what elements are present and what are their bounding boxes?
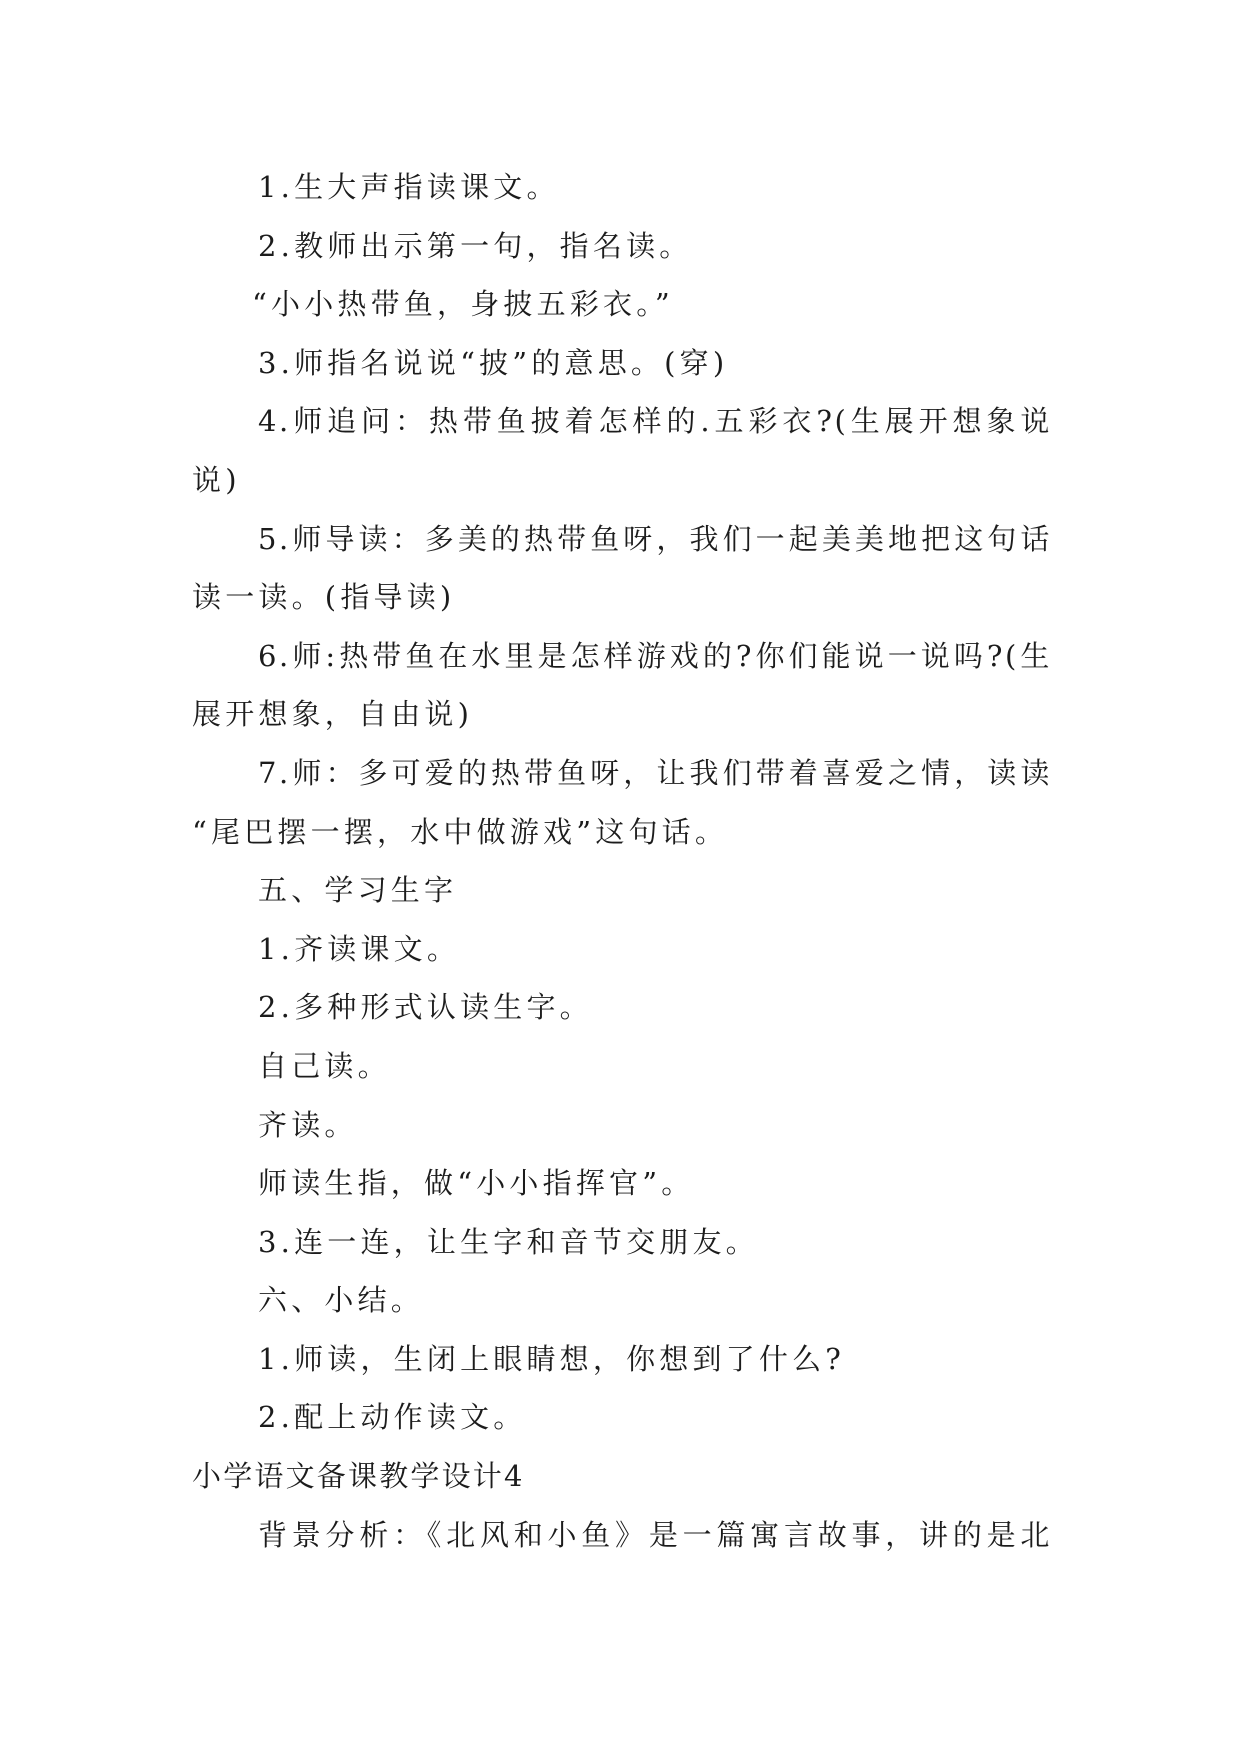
paragraph-line: 自己读。: [258, 1048, 391, 1083]
paragraph-continuation: 展开想象，自由说): [192, 697, 474, 732]
paragraph-line: 2.多种形式认读生字。: [258, 990, 593, 1025]
paragraph-line: 1.生大声指读课文。: [258, 170, 560, 204]
section-heading: 小学语文备课教学设计4: [192, 1459, 525, 1494]
paragraph-line: 2.配上动作读文。: [258, 1400, 527, 1435]
paragraph-line: 齐读。: [258, 1107, 358, 1142]
paragraph-continuation: 说): [192, 462, 241, 497]
section-title: 六、小结。: [258, 1283, 425, 1318]
paragraph-line: 3.师指名说说“披”的意思。(穿): [258, 345, 729, 380]
document-body: [192, 158, 1052, 1564]
paragraph-line: 6.师:热带鱼在水里是怎样游戏的?你们能说一说吗?(生: [258, 638, 1052, 673]
quoted-line: “小小热带鱼，身披五彩衣。”: [252, 287, 674, 322]
paragraph-line: 1.齐读课文。: [258, 931, 461, 966]
paragraph-line: 4.师追问：热带鱼披着怎样的.五彩衣?(生展开想象说: [258, 404, 1052, 439]
paragraph-line: 5.师导读：多美的热带鱼呀，我们一起美美地把这句话: [258, 521, 1052, 556]
paragraph-continuation: 读一读。(指导读): [192, 580, 456, 615]
paragraph-continuation: “尾巴摆一摆，水中做游戏”这句话。: [192, 814, 729, 849]
paragraph-line: 2.教师出示第一句，指名读。: [258, 228, 693, 263]
section-title: 五、学习生字: [258, 873, 458, 908]
paragraph-line: 师读生指，做“小小指挥官”。: [258, 1166, 695, 1201]
paragraph-line: 7.师：多可爱的热带鱼呀，让我们带着喜爱之情，读读: [258, 755, 1052, 790]
paragraph-line: 背景分析：《北风和小鱼》是一篇寓言故事，讲的是北: [258, 1517, 1052, 1552]
paragraph-line: 1.师读，生闭上眼睛想，你想到了什么?: [258, 1341, 846, 1376]
paragraph-line: 3.连一连，让生字和音节交朋友。: [258, 1224, 759, 1259]
